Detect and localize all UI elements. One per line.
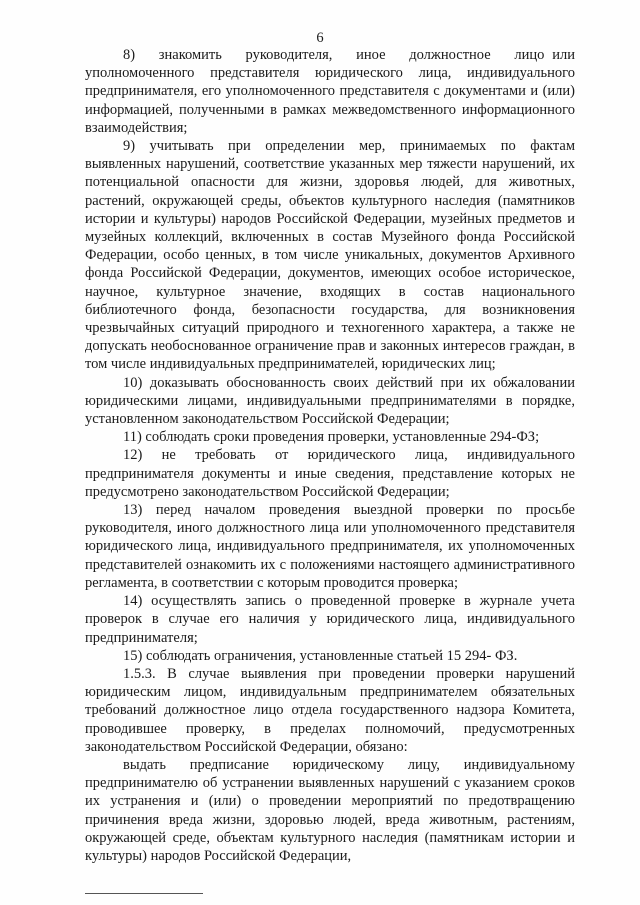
paragraph-item-15: 15) соблюдать ограничения, установленные статьей 15 294- ФЗ. <box>123 647 518 664</box>
paragraph-section-1-5-3: 1.5.3. В случае выявления при проведении проверки нарушений юридическим лицом, индивидуальным предпринимателем обязательных требований должностное лицо отдела государственного надзора Комитета, проводившее проверку, в пределах полномочий, предусмотренных законодательством Российской Федерации, обязано: <box>85 665 575 755</box>
paragraph-item-12: 12) не требовать от юридического лица, индивидуального предпринимателя документы и иные сведения, представление которых не предусмотрено законодательством Российской Федерации; <box>85 447 575 500</box>
document-body <box>85 46 575 865</box>
footer-rule <box>85 893 203 894</box>
paragraph-item-11: 11) соблюдать сроки проведения проверки, установленные 294-ФЗ; <box>123 429 540 446</box>
paragraph-item-13: 13) перед началом проведения выездной проверки по просьбе руководителя, иного должностного лица или уполномоченного представителя юридического лица, индивидуального предпринимателя, их уполномоченных представителей ознакомить их с положениями настоящего административного регламента, в соответствии с которым проводится проверка; <box>85 502 575 591</box>
paragraph-item-10: 10) доказывать обоснованность своих действий при их обжаловании юридическими лицами, индивидуальными предпринимателями в порядке, установленном законодательством Российской Федерации; <box>85 374 575 428</box>
paragraph-item-8: 8) знакомить руководителя, иное должностное лицо или уполномоченного представителя юридического лица, индивидуального предпринимателя, его уполномоченного представителя с документами и (или) информацией, полученными в рамках межведомственного информационного взаимодействия; <box>85 47 575 136</box>
paragraph-issue-prescription: выдать предписание юридическому лицу, индивидуальному предпринимателю об устранении выявленных нарушений с указанием сроков их устранения и (или) о проведении мероприятий по предотвращению причинения вреда жизни, здоровью людей, вреда животным, растениям, окружающей среде, объектам культурного наследия (памятникам истории и культуры) народов Российской Федерации, <box>85 756 575 864</box>
paragraph-item-14: 14) осуществлять запись о проведенной проверке в журнале учета проверок в случае его наличия у юридического лица, индивидуального предпринимателя; <box>85 593 575 646</box>
page-number: 6 <box>316 30 324 46</box>
paragraph-item-9: 9) учитывать при определении мер, принимаемых по фактам выявленных нарушений, соответствие указанных мер тяжести нарушений, их потенциальной опасности для жизни, здоровья людей, для животных, растений, окружающей среды, объектов культурного наследия (памятников истории и культуры) народов Российской Федерации, музейных предметов и музейных коллекций, включенных в состав Музейного фонда Российской Федерации, особо ценных, в том числе уникальных, документов Архивного фонда Российской Федерации, документов, имеющих особое историческое, научное, культурное значение, входящих в состав национального библиотечного фонда, безопасности государства, для возникновения чрезвычайных ситуаций природного и техногенного характера, а также не допускать необоснованное ограничение прав и законных интересов граждан, в том числе индивидуальных предпринимателей, юридических лиц; <box>85 138 575 373</box>
